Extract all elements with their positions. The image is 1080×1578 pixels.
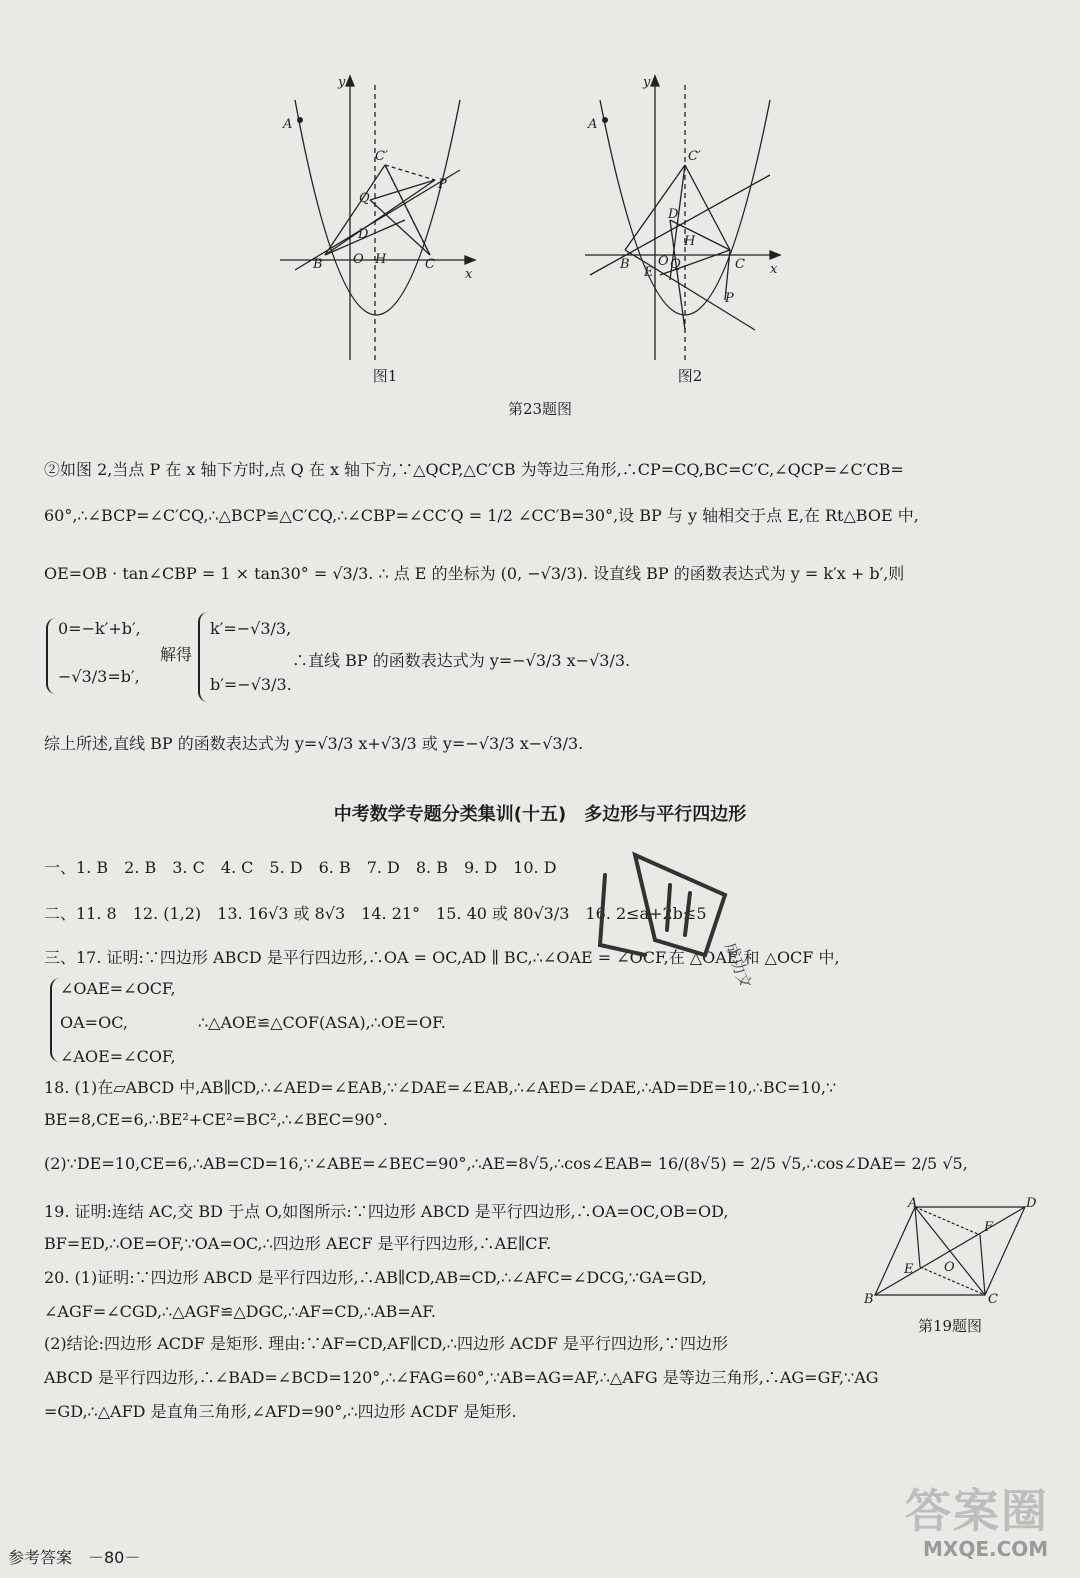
fig19-label-d: D [1026, 1196, 1037, 1211]
system1-eq1: 0=−k′+b′, [58, 619, 141, 638]
q19-line-2: BF=ED,∴OE=OF,∵OA=OC,∴四边形 AECF 是平行四边形,∴AE∥CF. [44, 1234, 552, 1253]
text-line-1: ②如图 2,当点 P 在 x 轴下方时,点 Q 在 x 轴下方,∵△QCP,△C′CB 为等边三角形,∴CP=CQ,BC=C′C,∠QCP=∠C′CB= [44, 460, 904, 479]
fig1-label-x: x [465, 267, 473, 282]
fig2-label-e: E [644, 265, 654, 280]
text-line-2: 60°,∴∠BCP=∠C′CQ,∴△BCP≌△C′CQ,∴∠CBP=∠CC′Q = 1/2 ∠CC′B=30°,设 BP 与 y 轴相交于点 E,在 Rt△BOE 中, [44, 506, 919, 525]
system1-sol1: k′=−√3/3, [210, 619, 292, 638]
left-brace-2 [198, 612, 208, 702]
system2-conclusion: ∴△AOE≌△COF(ASA),∴OE=OF. [198, 1013, 446, 1032]
fig1-label-q: Q [359, 191, 370, 206]
system2-eq3: ∠AOE=∠COF, [60, 1047, 176, 1066]
system1-solve: 解得 [160, 645, 193, 664]
q18-line-1: 18. (1)在▱ABCD 中,AB∥CD,∴∠AED=∠EAB,∵∠DAE=∠EAB,∴∠AED=∠DAE,∴AD=DE=10,∴BC=10,∵ [44, 1078, 837, 1097]
section-title: 中考数学专题分类集训(十五) 多边形与平行四边形 [333, 804, 747, 825]
stamp-text: 成功文化 [721, 939, 761, 985]
fig1-label-h: H [375, 252, 387, 267]
fig19-label-b: B [864, 1292, 874, 1305]
watermark-url: MXQE.COM [923, 1537, 1049, 1561]
fig1-label-cprime: C′ [375, 149, 388, 164]
q19-line-1: 19. 证明:连结 AC,交 BD 于点 O,如图所示:∵四边形 ABCD 是平行四边形,∴OA=OC,OB=OD, [44, 1202, 729, 1221]
system2-eq1: ∠OAE=∠OCF, [60, 979, 176, 998]
system1-conclusion: ∴直线 BP 的函数表达式为 y=−√3/3 x−√3/3. [292, 651, 631, 670]
left-brace-1 [46, 618, 56, 694]
stamp-drawing [575, 835, 780, 985]
fig1-label-o: O [353, 252, 364, 267]
q17-line: 三、17. 证明:∵四边形 ABCD 是平行四边形,∴OA = OC,AD ∥ BC,∴∠OAE = ∠OCF,在 △OAE 和 △OCF 中, [44, 948, 840, 967]
fig2-label-d: D [668, 207, 679, 222]
text-line-3: OE=OB · tan∠CBP = 1 × tan30° = √3/3. ∴ 点 E 的坐标为 (0, −√3/3). 设直线 BP 的函数表达式为 y = k′x + b′,则 [44, 564, 905, 583]
system1-eq2: −√3/3=b′, [58, 667, 140, 686]
fig1-label-d: D [358, 227, 369, 242]
fig2-label-p: P [725, 291, 734, 306]
fig2-label-b: B [620, 257, 630, 272]
fig1-label-c: C [425, 257, 435, 272]
handwritten-stamp [575, 835, 780, 985]
figure-2-graph [580, 70, 800, 390]
q20-line-4: ABCD 是平行四边形,∴∠BAD=∠BCD=120°,∴∠FAG=60°,∵AB=AG=AF,∴△AFG 是等边三角形,∴AG=GF,∵AG [44, 1368, 879, 1387]
fig2-label-a: A [588, 117, 598, 132]
q18-line-3: (2)∵DE=10,CE=6,∴AB=CD=16,∵∠ABE=∠BEC=90°,∴AE=8√5,∴cos∠EAB= 16/(8√5) = 2/5 √5,∴cos∠DAE= 2/5 √5, [44, 1154, 968, 1173]
fig19-label-f: F [984, 1220, 994, 1235]
left-brace-3 [50, 978, 60, 1062]
q20-line-2: ∠AGF=∠CGD,∴△AGF≌△DGC,∴AF=CD,∴AB=AF. [44, 1302, 436, 1321]
fig1-label-b: B [313, 257, 323, 272]
figure-1-caption: 图1 [372, 367, 398, 385]
page-footer: 参考答案 －80－ [8, 1548, 141, 1567]
fig2-label-y: y [643, 75, 651, 90]
fig19-label-c: C [988, 1292, 998, 1305]
fig2-label-c: C [735, 257, 745, 272]
figure-23-caption: 第23题图 [507, 400, 573, 418]
fig2-label-cprime: C′ [688, 149, 701, 164]
fig2-label-q: Q [670, 257, 681, 272]
q20-line-1: 20. (1)证明:∵四边形 ABCD 是平行四边形,∴AB∥CD,AB=CD,∴∠AFC=∠DCG,∵GA=GD, [44, 1268, 707, 1287]
watermark-logo-text: 答案圈 [905, 1484, 1049, 1538]
figure-2-caption: 图2 [677, 367, 703, 385]
fig2-label-o: O [658, 254, 669, 269]
system1-sol2: b′=−√3/3. [210, 675, 292, 694]
fig2-label-x: x [770, 262, 778, 277]
figure-19-graph [860, 1195, 1040, 1305]
figure-1-graph [275, 70, 495, 390]
figure-1 [275, 70, 495, 390]
system2-eq2: OA=OC, [60, 1013, 128, 1032]
answers-part-one: 一、1. B 2. B 3. C 4. C 5. D 6. B 7. D 8. B 9. D 10. D [44, 858, 557, 877]
fig19-label-e: E [904, 1262, 914, 1277]
q20-line-5: =GD,∴△AFD 是直角三角形,∠AFD=90°,∴四边形 ACDF 是矩形. [44, 1402, 517, 1421]
fig1-label-p: P [438, 177, 447, 192]
figure-19-caption: 第19题图 [917, 1317, 983, 1335]
fig1-label-a: A [283, 117, 293, 132]
answers-part-two: 二、11. 8 12. (1,2) 13. 16√3 或 8√3 14. 21° 15. 40 或 80√3/3 16. 2≤a+2b≤5 [44, 904, 707, 923]
figure-19 [860, 1195, 1040, 1335]
summary-line: 综上所述,直线 BP 的函数表达式为 y=√3/3 x+√3/3 或 y=−√3/3 x−√3/3. [44, 734, 584, 753]
figure-2 [580, 70, 800, 390]
fig2-label-h: H [684, 234, 696, 249]
fig19-label-o: O [944, 1260, 955, 1275]
q20-line-3: (2)结论:四边形 ACDF 是矩形. 理由:∵AF=CD,AF∥CD,∴四边形 ACDF 是平行四边形,∵四边形 [44, 1334, 728, 1353]
fig19-label-a: A [908, 1196, 918, 1211]
watermark [905, 1475, 1075, 1575]
q18-line-2: BE=8,CE=6,∴BE²+CE²=BC²,∴∠BEC=90°. [44, 1110, 388, 1129]
fig1-label-y: y [338, 75, 346, 90]
